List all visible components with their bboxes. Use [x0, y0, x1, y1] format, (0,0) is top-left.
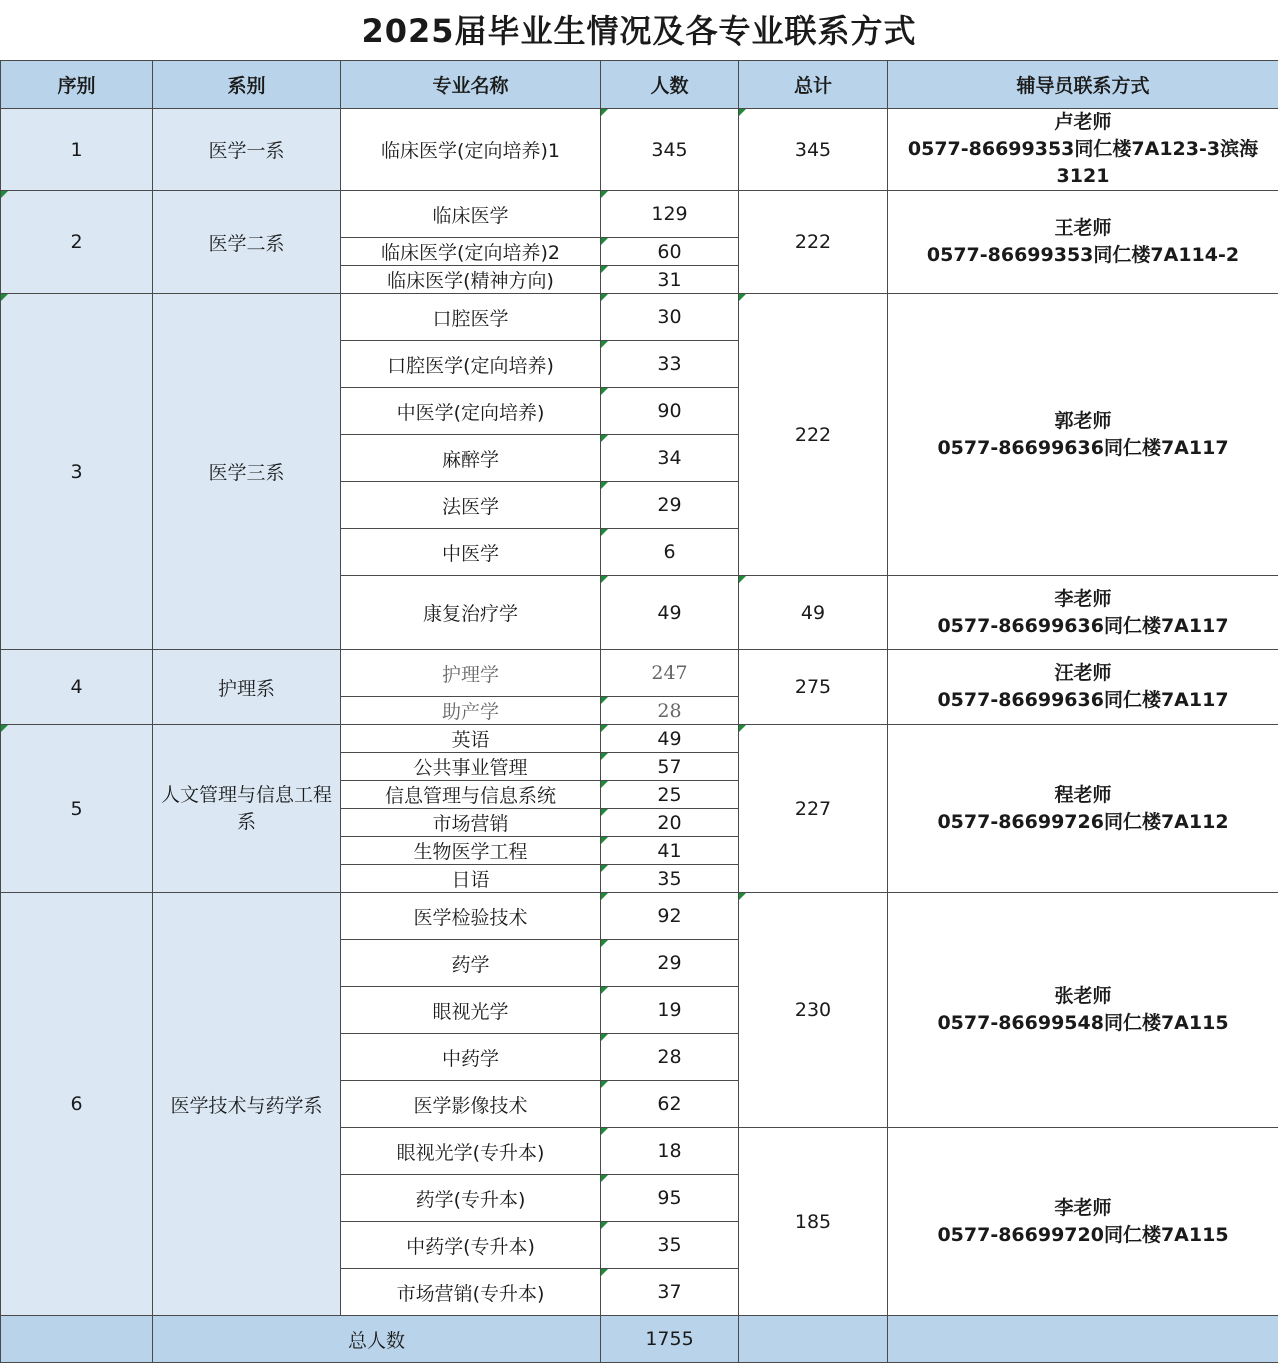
- table-row: [1, 893, 1278, 940]
- major-cell: 市场营销: [341, 809, 601, 837]
- count-cell: 28: [601, 697, 739, 725]
- count-cell: 345: [601, 109, 739, 191]
- contact-cell: [888, 191, 1278, 294]
- major-cell: 麻醉学: [341, 435, 601, 482]
- contact-cell: [888, 576, 1278, 650]
- header-index: 序别: [1, 61, 153, 109]
- contact-name: 张老师: [888, 983, 1278, 1010]
- major-cell: 英语: [341, 725, 601, 753]
- contact-detail: 0577-86699726同仁楼7A112: [888, 809, 1278, 836]
- header-major: 专业名称: [341, 61, 601, 109]
- count-cell: 6: [601, 529, 739, 576]
- major-cell: 中药学(专升本): [341, 1222, 601, 1269]
- department-cell: 医学一系: [153, 109, 341, 191]
- major-cell: 法医学: [341, 482, 601, 529]
- row-index: 4: [1, 650, 153, 725]
- count-cell: 37: [601, 1269, 739, 1316]
- count-cell: 20: [601, 809, 739, 837]
- contact-detail: 0577-86699636同仁楼7A117: [888, 613, 1278, 640]
- count-cell: 29: [601, 482, 739, 529]
- contact-name: 李老师: [888, 586, 1278, 613]
- contact-name: 郭老师: [888, 408, 1278, 435]
- header-total: 总计: [739, 61, 888, 109]
- contact-name: 王老师: [888, 215, 1278, 242]
- count-cell: 35: [601, 865, 739, 893]
- count-cell: 60: [601, 238, 739, 266]
- count-cell: 247: [601, 650, 739, 697]
- count-cell: 28: [601, 1034, 739, 1081]
- row-index: 5: [1, 725, 153, 893]
- major-cell: 助产学: [341, 697, 601, 725]
- count-cell: 62: [601, 1081, 739, 1128]
- total-cell: 185: [739, 1128, 888, 1316]
- footer-row: [1, 1316, 1278, 1363]
- footer-empty-cell: [739, 1316, 888, 1363]
- header-contact: 辅导员联系方式: [888, 61, 1278, 109]
- count-cell: 30: [601, 294, 739, 341]
- total-cell: 222: [739, 191, 888, 294]
- major-cell: 药学: [341, 940, 601, 987]
- graduates-table: [0, 60, 1278, 1363]
- major-cell: 口腔医学: [341, 294, 601, 341]
- header-count: 人数: [601, 61, 739, 109]
- contact-cell: [888, 893, 1278, 1128]
- major-cell: 中医学: [341, 529, 601, 576]
- count-cell: 31: [601, 266, 739, 294]
- major-cell: 信息管理与信息系统: [341, 781, 601, 809]
- major-cell: 市场营销(专升本): [341, 1269, 601, 1316]
- header-department: 系别: [153, 61, 341, 109]
- major-cell: 眼视光学: [341, 987, 601, 1034]
- department-cell: 人文管理与信息工程系: [153, 725, 341, 893]
- count-cell: 33: [601, 341, 739, 388]
- major-cell: 临床医学(精神方向): [341, 266, 601, 294]
- total-cell: 230: [739, 893, 888, 1128]
- major-cell: 眼视光学(专升本): [341, 1128, 601, 1175]
- major-cell: 中医学(定向培养): [341, 388, 601, 435]
- footer-empty-cell: [1, 1316, 153, 1363]
- major-cell: 医学影像技术: [341, 1081, 601, 1128]
- major-cell: 中药学: [341, 1034, 601, 1081]
- footer-total-label: 总人数: [153, 1316, 601, 1363]
- contact-detail: 0577-86699720同仁楼7A115: [888, 1222, 1278, 1249]
- page-title: 2025届毕业生情况及各专业联系方式: [0, 0, 1278, 60]
- contact-detail: 0577-86699548同仁楼7A115: [888, 1010, 1278, 1037]
- contact-detail: 0577-86699636同仁楼7A117: [888, 687, 1278, 714]
- count-cell: 90: [601, 388, 739, 435]
- row-index: 6: [1, 893, 153, 1316]
- count-cell: 95: [601, 1175, 739, 1222]
- table-row: [1, 650, 1278, 697]
- major-cell: 生物医学工程: [341, 837, 601, 865]
- contact-cell: [888, 109, 1278, 191]
- department-cell: 护理系: [153, 650, 341, 725]
- row-index: 1: [1, 109, 153, 191]
- major-cell: 临床医学(定向培养)1: [341, 109, 601, 191]
- count-cell: 19: [601, 987, 739, 1034]
- count-cell: 18: [601, 1128, 739, 1175]
- contact-cell: [888, 650, 1278, 725]
- major-cell: 医学检验技术: [341, 893, 601, 940]
- major-cell: 临床医学: [341, 191, 601, 238]
- count-cell: 49: [601, 576, 739, 650]
- table-row: [1, 725, 1278, 753]
- contact-detail: 0577-86699636同仁楼7A117: [888, 435, 1278, 462]
- contact-detail: 0577-86699353同仁楼7A123-3滨海3121: [888, 136, 1278, 190]
- table-row: [1, 191, 1278, 238]
- count-cell: 49: [601, 725, 739, 753]
- count-cell: 25: [601, 781, 739, 809]
- footer-empty-cell: [888, 1316, 1278, 1363]
- contact-cell: [888, 294, 1278, 576]
- major-cell: 药学(专升本): [341, 1175, 601, 1222]
- count-cell: 57: [601, 753, 739, 781]
- major-cell: 临床医学(定向培养)2: [341, 238, 601, 266]
- major-cell: 康复治疗学: [341, 576, 601, 650]
- total-cell: 227: [739, 725, 888, 893]
- contact-cell: [888, 1128, 1278, 1316]
- contact-name: 汪老师: [888, 660, 1278, 687]
- department-cell: 医学技术与药学系: [153, 893, 341, 1316]
- major-cell: 公共事业管理: [341, 753, 601, 781]
- major-cell: 日语: [341, 865, 601, 893]
- table-row: [1, 109, 1278, 191]
- count-cell: 29: [601, 940, 739, 987]
- department-cell: 医学三系: [153, 294, 341, 650]
- table-row: [1, 294, 1278, 341]
- row-index: 2: [1, 191, 153, 294]
- contact-name: 李老师: [888, 1195, 1278, 1222]
- count-cell: 34: [601, 435, 739, 482]
- major-cell: 护理学: [341, 650, 601, 697]
- total-cell: 275: [739, 650, 888, 725]
- contact-cell: [888, 725, 1278, 893]
- total-cell: 222: [739, 294, 888, 576]
- department-cell: 医学二系: [153, 191, 341, 294]
- count-cell: 129: [601, 191, 739, 238]
- contact-detail: 0577-86699353同仁楼7A114-2: [888, 242, 1278, 269]
- contact-name: 程老师: [888, 782, 1278, 809]
- count-cell: 41: [601, 837, 739, 865]
- total-cell: 49: [739, 576, 888, 650]
- header-row: [1, 61, 1278, 109]
- count-cell: 92: [601, 893, 739, 940]
- major-cell: 口腔医学(定向培养): [341, 341, 601, 388]
- row-index: 3: [1, 294, 153, 650]
- total-cell: 345: [739, 109, 888, 191]
- count-cell: 35: [601, 1222, 739, 1269]
- footer-total-value: 1755: [601, 1316, 739, 1363]
- contact-name: 卢老师: [888, 109, 1278, 136]
